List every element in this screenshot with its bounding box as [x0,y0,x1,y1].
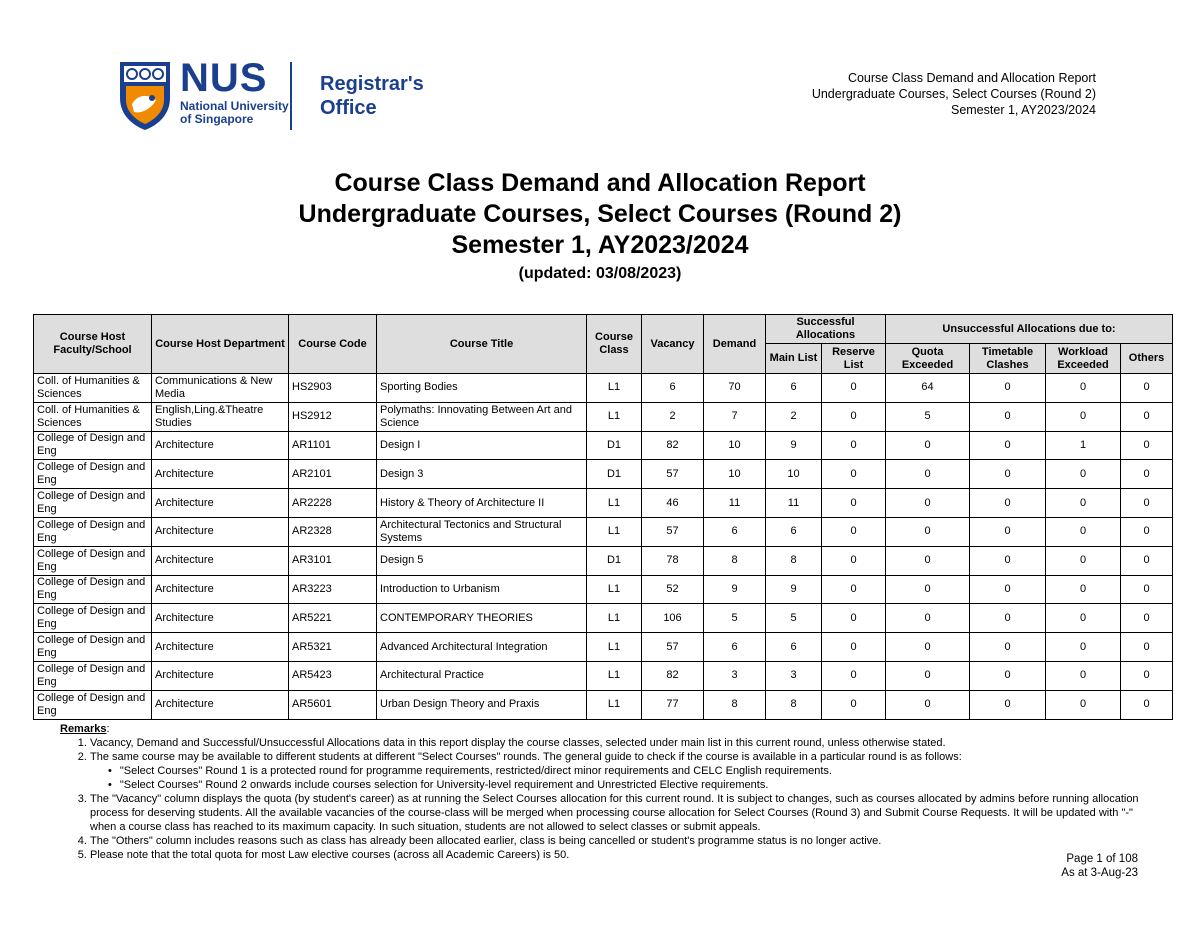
page-number: Page 1 of 108 [1066,853,1138,865]
table-body [34,374,1173,720]
cell-department: Architecture [152,431,289,460]
cell-demand: 9 [704,575,766,604]
logo-university-name [180,100,289,126]
as-at-date: As at 3-Aug-23 [1061,867,1138,879]
table-row [34,517,1173,546]
cell-title: Design 3 [377,460,587,489]
report-title-block [0,168,1200,285]
cell-timetable: 0 [970,575,1046,604]
cell-class: L1 [587,489,642,518]
running-header [812,70,1096,118]
cell-vacancy: 57 [642,517,704,546]
cell-others: 0 [1121,546,1173,575]
cell-main-list: 11 [766,489,822,518]
cell-vacancy: 82 [642,661,704,690]
header-code: Course Code [289,315,377,374]
cell-quota: 0 [886,460,970,489]
cell-workload: 0 [1046,517,1121,546]
cell-title: Design 5 [377,546,587,575]
cell-demand: 8 [704,546,766,575]
report-title-line3: Semester 1, AY2023/2024 [451,231,749,259]
table-row [34,690,1173,719]
cell-quota: 0 [886,546,970,575]
cell-others: 0 [1121,517,1173,546]
cell-others: 0 [1121,633,1173,662]
remark-item: 4. The "Others" column includes reasons such as class has already been allocated earlier, class is being cancelled or student's programme status is no longer active. [90,834,1160,848]
report-updated-date: (updated: 03/08/2023) [518,265,682,282]
cell-department: Architecture [152,517,289,546]
cell-main-list: 3 [766,661,822,690]
cell-timetable: 0 [970,604,1046,633]
cell-workload: 0 [1046,402,1121,431]
cell-timetable: 0 [970,460,1046,489]
report-title-line1: Course Class Demand and Allocation Report [334,169,866,197]
table-row [34,460,1173,489]
table-row [34,661,1173,690]
table-row [34,402,1173,431]
cell-workload: 1 [1046,431,1121,460]
cell-faculty: College of Design and Eng [34,690,152,719]
cell-faculty: Coll. of Humanities & Sciences [34,402,152,431]
cell-reserve-list: 0 [822,517,886,546]
cell-quota: 0 [886,489,970,518]
cell-vacancy: 6 [642,374,704,403]
logo-office-line1: Registrar's [320,73,424,95]
cell-timetable: 0 [970,661,1046,690]
cell-others: 0 [1121,431,1173,460]
remarks-label: Remarks [60,723,107,735]
cell-class: L1 [587,402,642,431]
cell-faculty: College of Design and Eng [34,633,152,662]
cell-department: Architecture [152,489,289,518]
cell-title: Introduction to Urbanism [377,575,587,604]
cell-demand: 10 [704,460,766,489]
cell-class: D1 [587,546,642,575]
cell-department: Architecture [152,661,289,690]
logo-office-line2: Office [320,97,377,119]
cell-workload: 0 [1046,575,1121,604]
cell-workload: 0 [1046,661,1121,690]
cell-code: AR2228 [289,489,377,518]
running-header-line1: Course Class Demand and Allocation Report [847,71,1096,85]
cell-code: HS2903 [289,374,377,403]
running-header-line2: Undergraduate Courses, Select Courses (Round 2) [811,87,1096,101]
report-title-line2: Undergraduate Courses, Select Courses (Round 2) [298,200,902,228]
cell-class: L1 [587,661,642,690]
cell-department: English,Ling.&Theatre Studies [152,402,289,431]
nus-registrar-logo [118,56,438,132]
cell-faculty: College of Design and Eng [34,517,152,546]
cell-vacancy: 46 [642,489,704,518]
cell-others: 0 [1121,690,1173,719]
cell-quota: 5 [886,402,970,431]
cell-department: Architecture [152,546,289,575]
table-row [34,633,1173,662]
cell-title: Sporting Bodies [377,374,587,403]
cell-workload: 0 [1046,546,1121,575]
cell-reserve-list: 0 [822,546,886,575]
header-unsuccessful: Unsuccessful Allocations due to: [886,315,1173,344]
cell-code: AR5321 [289,633,377,662]
cell-code: AR3223 [289,575,377,604]
cell-demand: 6 [704,517,766,546]
cell-code: AR3101 [289,546,377,575]
header-title: Course Title [377,315,587,374]
cell-others: 0 [1121,604,1173,633]
cell-code: AR5221 [289,604,377,633]
cell-title: Advanced Architectural Integration [377,633,587,662]
cell-department: Architecture [152,633,289,662]
cell-quota: 0 [886,431,970,460]
cell-reserve-list: 0 [822,633,886,662]
remark-sub-list [90,764,1160,792]
cell-code: AR2101 [289,460,377,489]
cell-vacancy: 57 [642,460,704,489]
cell-class: D1 [587,460,642,489]
cell-faculty: College of Design and Eng [34,546,152,575]
cell-class: L1 [587,690,642,719]
logo-university-line2: of Singapore [180,112,254,126]
cell-reserve-list: 0 [822,604,886,633]
allocation-table [33,314,1173,720]
cell-workload: 0 [1046,633,1121,662]
header-workload: Workload Exceeded [1046,344,1121,374]
cell-class: D1 [587,431,642,460]
cell-code: HS2912 [289,402,377,431]
cell-code: AR5423 [289,661,377,690]
cell-reserve-list: 0 [822,374,886,403]
cell-timetable: 0 [970,690,1046,719]
header-others: Others [1121,344,1173,374]
header-quota: Quota Exceeded [886,344,970,374]
cell-vacancy: 2 [642,402,704,431]
cell-timetable: 0 [970,633,1046,662]
cell-code: AR5601 [289,690,377,719]
cell-demand: 8 [704,690,766,719]
cell-title: History & Theory of Architecture II [377,489,587,518]
cell-reserve-list: 0 [822,402,886,431]
cell-faculty: College of Design and Eng [34,460,152,489]
cell-faculty: College of Design and Eng [34,604,152,633]
cell-timetable: 0 [970,489,1046,518]
cell-department: Architecture [152,604,289,633]
cell-class: L1 [587,575,642,604]
cell-vacancy: 77 [642,690,704,719]
cell-title: Design I [377,431,587,460]
cell-reserve-list: 0 [822,661,886,690]
header-faculty: Course Host Faculty/School [34,315,152,374]
header-class: Course Class [587,315,642,374]
cell-quota: 0 [886,575,970,604]
remark-item: 3. The "Vacancy" column displays the quota (by student's career) as at running the Select Courses allocation for this current round. It is subject to changes, such as courses allocated by admins before running allocation process for deserving students. All the available vacancies of the course-class will be merged when processing course allocation for Select Courses (Round 3) and Submit Course Requests. It will be updated with "-" when a course class has reached to its maximum capacity. In such situation, students are not allowed to select classes or submit appeals. [90,792,1160,834]
page-info [1061,852,1138,880]
cell-timetable: 0 [970,402,1046,431]
cell-main-list: 6 [766,517,822,546]
cell-workload: 0 [1046,604,1121,633]
cell-main-list: 6 [766,374,822,403]
cell-title: Architectural Practice [377,661,587,690]
cell-workload: 0 [1046,460,1121,489]
cell-quota: 0 [886,604,970,633]
cell-main-list: 9 [766,575,822,604]
cell-faculty: Coll. of Humanities & Sciences [34,374,152,403]
logo-divider [290,62,292,130]
cell-department: Architecture [152,690,289,719]
remark-item: 5. Please note that the total quota for most Law elective courses (across all Academic Careers) is 50. [90,848,1160,862]
table-row [34,489,1173,518]
cell-class: L1 [587,517,642,546]
table-row [34,546,1173,575]
logo-nus-text: NUS [180,56,268,100]
cell-demand: 3 [704,661,766,690]
cell-class: L1 [587,374,642,403]
remarks-list [60,736,1160,862]
cell-class: L1 [587,633,642,662]
cell-workload: 0 [1046,489,1121,518]
cell-vacancy: 52 [642,575,704,604]
cell-vacancy: 57 [642,633,704,662]
cell-others: 0 [1121,460,1173,489]
cell-department: Architecture [152,575,289,604]
header-successful: Successful Allocations [766,315,886,344]
header-reserve-list: Reserve List [822,344,886,374]
logo-university-line1: National University [180,99,289,113]
remark-item: 1. Vacancy, Demand and Successful/Unsuccessful Allocations data in this report display the course classes, selected under main list in this current round, unless otherwise stated. [90,736,1160,750]
cell-others: 0 [1121,489,1173,518]
cell-faculty: College of Design and Eng [34,661,152,690]
cell-main-list: 10 [766,460,822,489]
remark-item-text: The same course may be available to different students at different "Select Courses" rounds. The general guide to check if the course is available in a particular round is as follows: [90,751,962,763]
cell-quota: 0 [886,633,970,662]
remark-sub-item: • "Select Courses" Round 2 onwards include courses selection for University-level requirement and Unrestricted Elective requirements. [108,778,1160,792]
header-timetable: Timetable Clashes [970,344,1046,374]
running-header-line3: Semester 1, AY2023/2024 [950,103,1096,117]
cell-title: Urban Design Theory and Praxis [377,690,587,719]
remark-item [90,750,1160,792]
cell-code: AR1101 [289,431,377,460]
table-row [34,374,1173,403]
logo-office-name [320,72,424,120]
header-vacancy: Vacancy [642,315,704,374]
cell-main-list: 6 [766,633,822,662]
cell-vacancy: 78 [642,546,704,575]
header-demand: Demand [704,315,766,374]
cell-vacancy: 106 [642,604,704,633]
cell-workload: 0 [1046,374,1121,403]
cell-others: 0 [1121,402,1173,431]
cell-main-list: 2 [766,402,822,431]
cell-timetable: 0 [970,546,1046,575]
cell-class: L1 [587,604,642,633]
cell-title: Polymaths: Innovating Between Art and Science [377,402,587,431]
cell-demand: 70 [704,374,766,403]
table-row [34,431,1173,460]
cell-reserve-list: 0 [822,460,886,489]
cell-demand: 7 [704,402,766,431]
cell-vacancy: 82 [642,431,704,460]
cell-faculty: College of Design and Eng [34,431,152,460]
cell-others: 0 [1121,575,1173,604]
cell-demand: 10 [704,431,766,460]
cell-quota: 0 [886,690,970,719]
remarks-section: Remarks: 1. Vacancy, Demand and Successful/Unsuccessful Allocations data in this report display the course classes, selected under main list in this current round, unless otherwise stated. 2. The same course may be available to different students at different "Select Courses" rounds. The general guide to check if the course is available in a particular round is as follows: • "Select Courses" Round 1 is a protected round for programme requirements, restricted/direct minor requirements and CELC English requirements. • "Select Courses" Round 2 onwards include courses selection for University-level requirement and Unrestricted Elective requirements. 3. The "Vacancy" column displays the quota (by student's career) as at running the Select Courses allocation for this current round. It is subject to changes, such as courses allocated by admins before running allocation process for deserving students. All the available vacancies of the course-class will be merged when processing course allocation for Select Courses (Round 3) and Submit Course Requests. It will be updated with "-" when a course class has reached to its maximum capacity. In such situation, students are not allowed to select classes or submit appeals. 4. The "Others" column includes reasons such as class has already been allocated earlier, class is being cancelled or student's programme status is no longer active. 5. Please note that the total quota for most Law elective courses (across all Academic Careers) is 50. [60,722,1160,862]
cell-main-list: 8 [766,546,822,575]
cell-reserve-list: 0 [822,690,886,719]
cell-faculty: College of Design and Eng [34,575,152,604]
cell-timetable: 0 [970,374,1046,403]
cell-title: CONTEMPORARY THEORIES [377,604,587,633]
cell-main-list: 5 [766,604,822,633]
cell-timetable: 0 [970,517,1046,546]
cell-quota: 64 [886,374,970,403]
table-row [34,575,1173,604]
cell-title: Architectural Tectonics and Structural Systems [377,517,587,546]
header-main-list: Main List [766,344,822,374]
cell-reserve-list: 0 [822,489,886,518]
remark-sub-item: • "Select Courses" Round 1 is a protected round for programme requirements, restricted/direct minor requirements and CELC English requirements. [108,764,1160,778]
cell-demand: 11 [704,489,766,518]
cell-timetable: 0 [970,431,1046,460]
cell-others: 0 [1121,661,1173,690]
cell-workload: 0 [1046,690,1121,719]
header-department: Course Host Department [152,315,289,374]
cell-reserve-list: 0 [822,575,886,604]
cell-demand: 6 [704,633,766,662]
cell-quota: 0 [886,661,970,690]
cell-department: Architecture [152,460,289,489]
cell-main-list: 8 [766,690,822,719]
cell-department: Communications & New Media [152,374,289,403]
cell-code: AR2328 [289,517,377,546]
cell-reserve-list: 0 [822,431,886,460]
cell-others: 0 [1121,374,1173,403]
cell-main-list: 9 [766,431,822,460]
cell-demand: 5 [704,604,766,633]
cell-faculty: College of Design and Eng [34,489,152,518]
cell-quota: 0 [886,517,970,546]
nus-crest-icon [118,60,172,132]
table-row [34,604,1173,633]
